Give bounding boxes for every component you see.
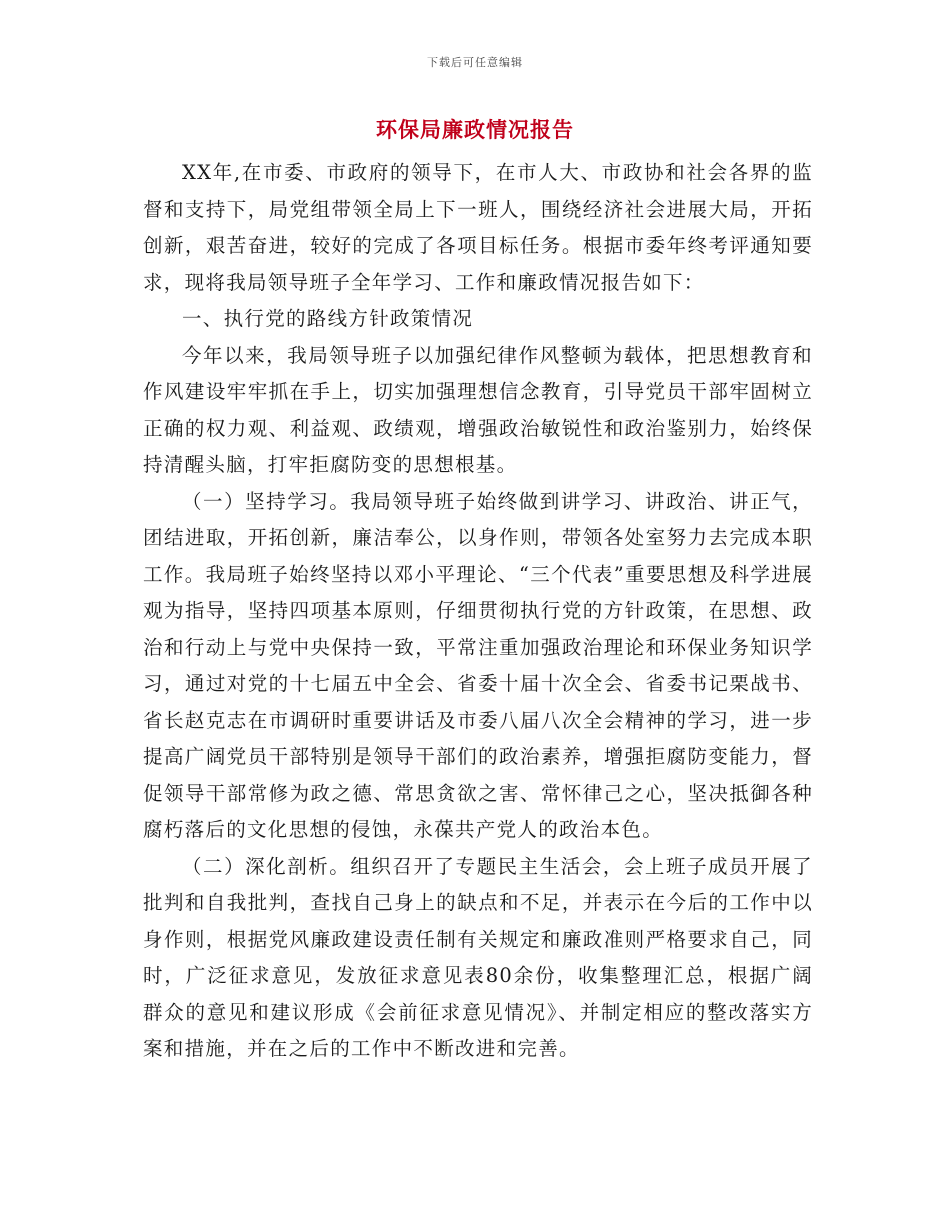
section-heading: 一、执行党的路线方针政策情况 [182, 307, 474, 330]
header-note: 下载后可任意编辑 [427, 56, 523, 69]
document-title: 环保局廉政情况报告 [376, 117, 574, 142]
paragraph-analysis: （二）深化剖析。组织召开了专题民主生活会，会上班子成员开展了批判和自我批判，查找自己身上的缺点和不足，并表示在今后的工作中以身作则，根据党风廉政建设责任制有关规定和廉政准则严格要求自己，同时，广泛征求意见，发放征求意见表80余份，收集整理汇总，根据广阔群众的意见和建议形成《会前征求意见情况》、并制定相应的整改落实方案和措施，并在之后的工作中不断改进和完善。 [143, 854, 813, 1060]
document-body [143, 155, 813, 1068]
paragraph-intro: XX年,在市委、市政府的领导下，在市人大、市政协和社会各界的监督和支持下，局党组带领全局上下一班人，围绕经济社会进展大局，开拓创新，艰苦奋进，较好的完成了各项目标任务。根据市委年终考评通知要求，现将我局领导班子全年学习、工作和廉政情况报告如下： [143, 161, 813, 294]
paragraph-overview: 今年以来，我局领导班子以加强纪律作风整顿为载体，把思想教育和作风建设牢牢抓在手上，切实加强理想信念教育，引导党员干部牢固树立正确的权力观、利益观、政绩观，增强政治敏锐性和政治鉴别力，始终保持清醒头脑，打牢拒腐防变的思想根基。 [143, 343, 813, 476]
paragraph-study: （一）坚持学习。我局领导班子始终做到讲学习、讲政治、讲正气，团结进取，开拓创新，廉洁奉公，以身作则，带领各处室努力去完成本职工作。我局班子始终坚持以邓小平理论、“三个代表”重要思想及科学进展观为指导，坚持四项基本原则，仔细贯彻执行党的方针政策，在思想、政治和行动上与党中央保持一致，平常注重加强政治理论和环保业务知识学习，通过对党的十七届五中全会、省委十届十次全会、省委书记栗战书、省长赵克志在市调研时重要讲话及市委八届八次全会精神的学习，进一步提高广阔党员干部特别是领导干部们的政治素养，增强拒腐防变能力，督促领导干部常修为政之德、常思贪欲之害、常怀律己之心，坚决抵御各种腐朽落后的文化思想的侵蚀，永葆共产党人的政治本色。 [143, 489, 813, 841]
